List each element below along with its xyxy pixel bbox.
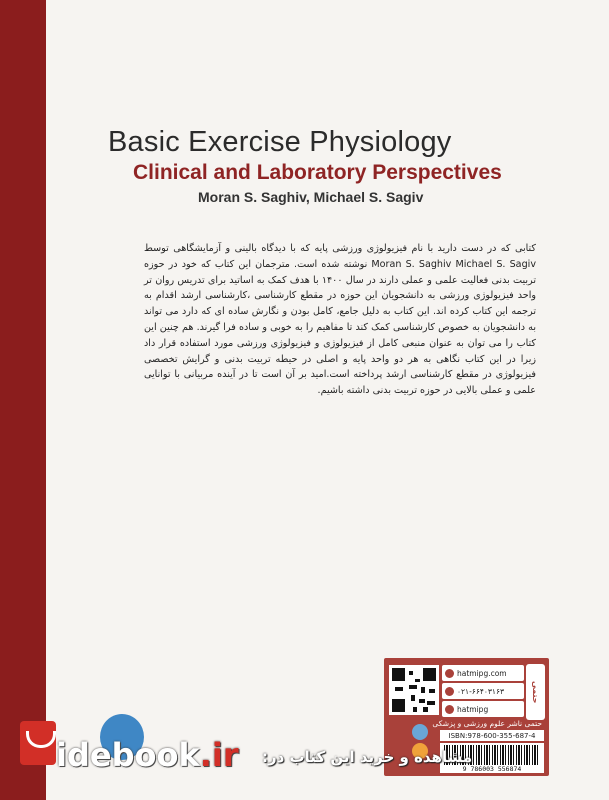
barcode-number: 9 786003 556874 bbox=[462, 765, 522, 773]
book-subtitle: Clinical and Laboratory Perspectives bbox=[133, 161, 502, 184]
watermark-book-icon bbox=[20, 721, 56, 765]
book-authors: Moran S. Saghiv, Michael S. Sagiv bbox=[198, 189, 424, 205]
isbn-label: ISBN:978-600-355-687-4 bbox=[440, 730, 544, 741]
instagram-icon bbox=[445, 705, 454, 714]
qr-code-icon[interactable] bbox=[389, 665, 439, 715]
instagram-link[interactable]: hatmipg bbox=[442, 701, 524, 717]
publisher-name: حتمی ناشر علوم ورزشی و پزشکی bbox=[432, 719, 542, 728]
phone-icon bbox=[445, 687, 454, 696]
cover-spine-edge bbox=[0, 0, 46, 800]
book-title: Basic Exercise Physiology bbox=[108, 126, 452, 158]
watermark-logo[interactable]: idebook.ir bbox=[56, 736, 239, 774]
publisher-contacts bbox=[442, 665, 524, 719]
badge-circle-icon bbox=[412, 724, 428, 740]
publisher-logo: حتمی bbox=[526, 664, 545, 720]
phone-number[interactable]: ۰۲۱-۶۶۴۰۳۱۶۳ bbox=[442, 683, 524, 699]
website-link[interactable]: hatmipg.com bbox=[442, 665, 524, 681]
globe-icon bbox=[445, 669, 454, 678]
watermark-cta[interactable]: مشاهده و خرید این کتاب در: bbox=[262, 748, 473, 766]
back-cover-blurb: کتابی که در دست دارید با نام فیزیولوژی ورزشی پایه که با دیدگاه بالینی و آزمایشگاهی توسط Moran S. Saghiv Michael S. Sagiv نوشته شده است. مترجمان این کتاب که خود در حوزه تربیت بدنی فعالیت علمی و عملی دارند در سال ۱۴۰۰ با هدف کمک به اساتید برای تدریس روان تر واحد فیزیولوژی ورزشی به دانشجویان این حوزه در مقطع کارشناسی ،کارشناسی ارشد اقدام به ترجمه این کتاب کرده اند. این کتاب به دلیل جامع، کامل بودن و نگارش ساده ای که دارد می تواند به دانشجویان به خصوص کارشناسی کمک کند تا مفاهیم را به خوبی و ساده فرا گیرند. هم چنین این کتاب را می توان به عنوان منبعی کامل از فیزیولوژی و فیزیولوژی ورزشی مورد استفاده قرار داد زیرا در این کتاب نگاهی به هر دو واحد پایه و اصلی در حیطه تربیت بدنی و گرایش تخصصی فیزیولوژی در مقطع کارشناسی ارشد پرداخته است.امید بر آن است تا در آینده مربیانی با توانایی علمی و عملی بالایی در حوزه تربیت بدنی داشته باشیم. bbox=[144, 243, 537, 397]
